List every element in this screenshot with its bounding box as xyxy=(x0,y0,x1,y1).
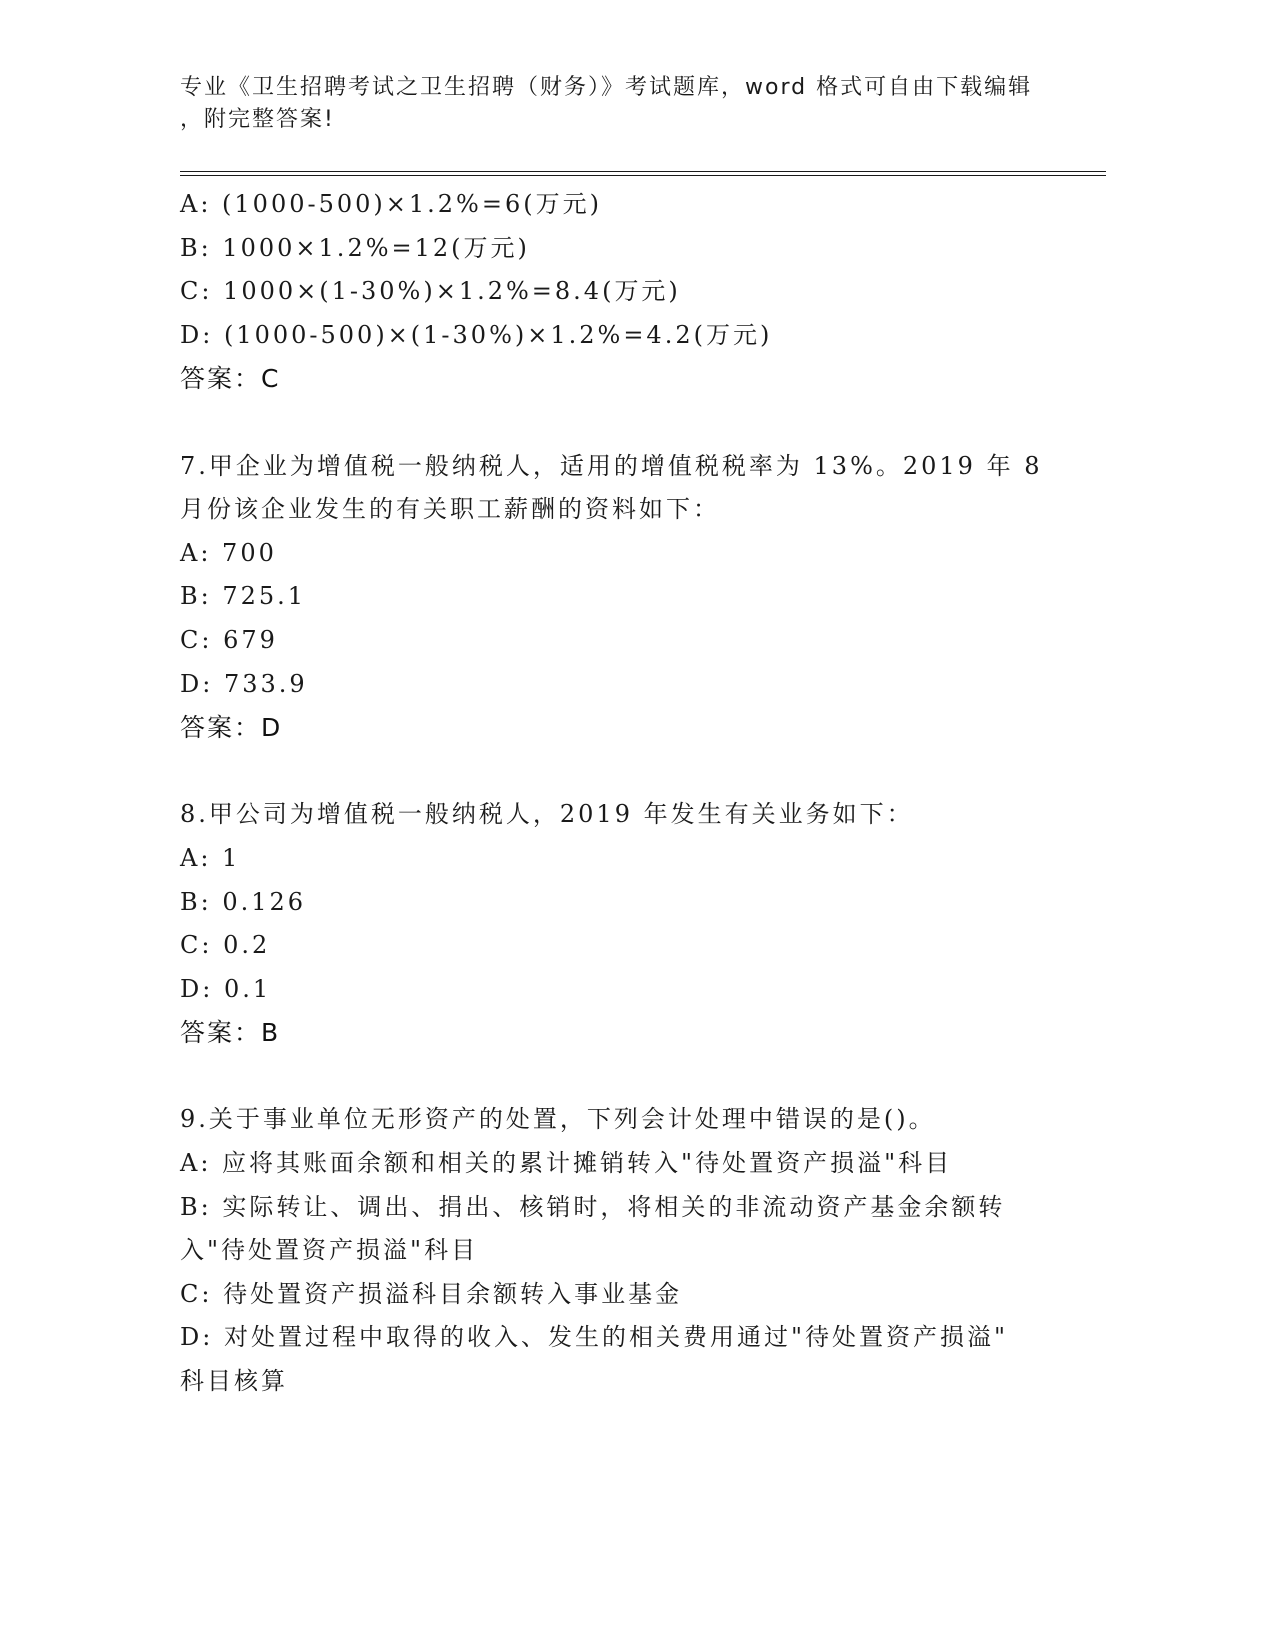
question-8 xyxy=(180,793,1040,1055)
question-stem-line-2: 月份该企业发生的有关职工薪酬的资料如下： xyxy=(180,495,720,524)
option-b-line-1: B: 实际转让、调出、捐出、核销时，将相关的非流动资产基金余额转 xyxy=(180,1192,1006,1221)
question-stem: 8.甲公司为增值税一般纳税人，2019 年发生有关业务如下： xyxy=(180,800,914,829)
option-c: C: 679 xyxy=(180,625,278,654)
question-stem-line-1: 7.甲企业为增值税一般纳税人，适用的增值税税率为 13%。2019 年 8 xyxy=(180,451,1043,480)
option-c: C: 1000×(1-30%)×1.2%=8.4(万元) xyxy=(180,277,681,306)
question-stem: 9.关于事业单位无形资产的处置，下列会计处理中错误的是()。 xyxy=(180,1105,936,1134)
option-b: B: 0.126 xyxy=(180,887,307,916)
header-divider-bottom xyxy=(180,175,1106,176)
spacer xyxy=(180,401,1040,445)
header-divider-top xyxy=(180,171,1106,172)
document-body xyxy=(180,183,1043,1404)
spacer xyxy=(180,1055,1040,1099)
header-line-1: 专业《卫生招聘考试之卫生招聘（财务）》考试题库，word 格式可自由下载编辑 xyxy=(180,75,1033,100)
question-7 xyxy=(180,445,1043,750)
header-line-2: ，附完整答案! xyxy=(180,107,335,132)
option-b-line-2: 入"待处置资产损溢"科目 xyxy=(180,1236,479,1265)
option-d-line-2: 科目核算 xyxy=(180,1367,288,1396)
option-c: C: 0.2 xyxy=(180,931,271,960)
question-6 xyxy=(180,183,1040,401)
option-a: A: (1000-500)×1.2%=6(万元) xyxy=(180,190,602,218)
answer-line: 答案：C xyxy=(180,364,281,394)
option-a: A: 1 xyxy=(180,843,241,872)
spacer xyxy=(180,750,1040,794)
option-a: A: 700 xyxy=(180,538,277,567)
option-b: B: 725.1 xyxy=(180,582,307,611)
option-b: B: 1000×1.2%=12(万元) xyxy=(180,233,530,262)
option-d: D: (1000-500)×(1-30%)×1.2%=4.2(万元) xyxy=(180,320,773,349)
document-header xyxy=(180,72,1040,136)
option-d-line-1: D: 对处置过程中取得的收入、发生的相关费用通过"待处置资产损溢" xyxy=(180,1323,1009,1352)
option-d: D: 733.9 xyxy=(180,669,308,698)
answer-line: 答案：B xyxy=(180,1018,281,1048)
option-d: D: 0.1 xyxy=(180,974,272,1003)
option-c: C: 待处置资产损溢科目余额转入事业基金 xyxy=(180,1279,683,1308)
option-a: A: 应将其账面余额和相关的累计摊销转入"待处置资产损溢"科目 xyxy=(180,1149,953,1178)
question-9 xyxy=(180,1098,1040,1403)
answer-line: 答案：D xyxy=(180,713,283,743)
